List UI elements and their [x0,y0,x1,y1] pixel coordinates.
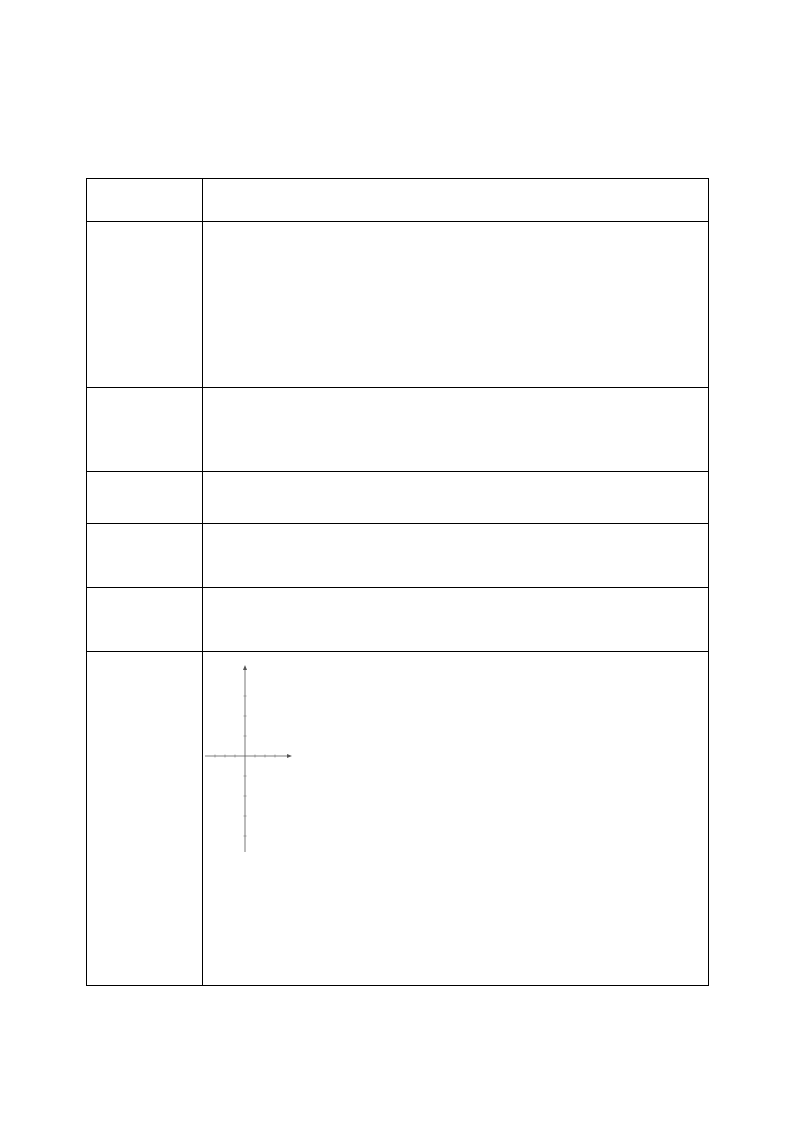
lesson-plan-table [86,178,709,986]
row-label-goals [87,222,203,388]
table-row [87,222,709,388]
table-row [87,472,709,524]
preparation-value [203,588,709,652]
table-row [87,179,709,222]
row-label-difficulties [87,472,203,524]
process-content [203,652,709,986]
difficulties-value [203,472,709,524]
table-row [87,588,709,652]
method-value [203,524,709,588]
goals-content [203,222,709,388]
parabola-graph [203,662,303,854]
row-label-topic [87,179,203,222]
row-label-preparation [87,588,203,652]
y-axis-arrow-icon [243,665,247,670]
key-points-content [203,388,709,472]
table-row [87,652,709,986]
table-row [87,388,709,472]
topic-value [203,179,709,222]
x-axis-arrow-icon [287,754,292,758]
row-label-method [87,524,203,588]
row-label-process [87,652,203,986]
row-label-key-points [87,388,203,472]
table-row [87,524,709,588]
